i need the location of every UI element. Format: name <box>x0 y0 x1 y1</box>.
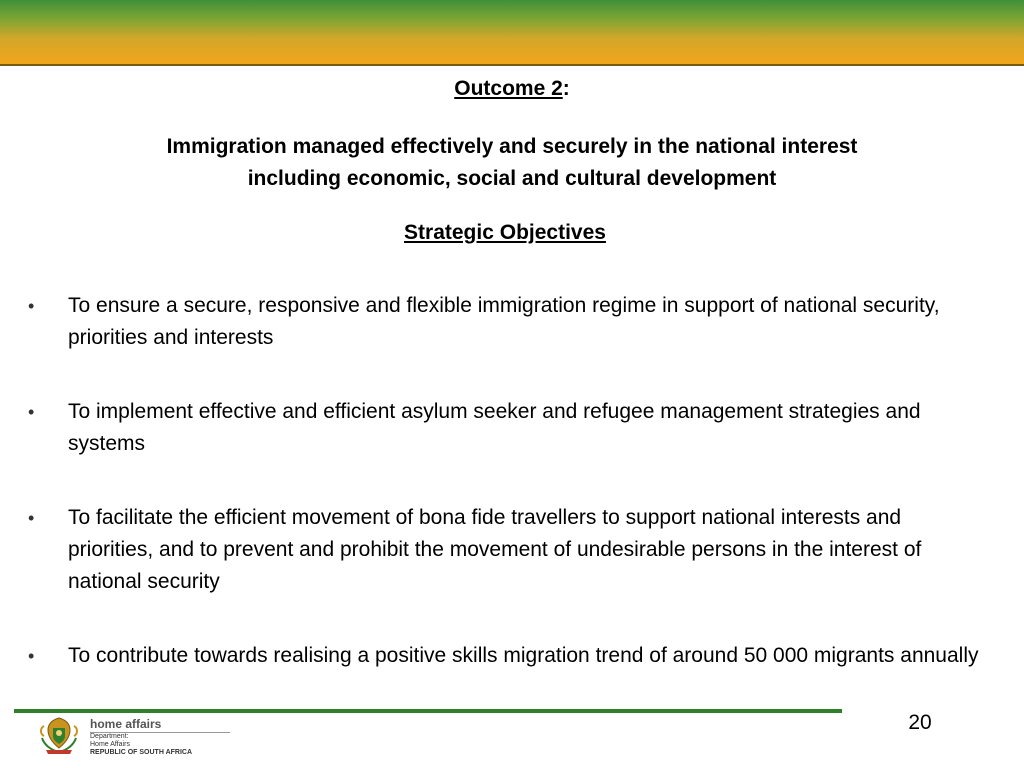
outcome-heading <box>0 76 1024 102</box>
objective-item <box>28 640 988 672</box>
objective-text: To contribute towards realising a positive skills migration trend of around 50 000 migrants annually <box>68 644 979 667</box>
objectives-list <box>28 290 988 714</box>
header-band <box>0 0 1024 66</box>
outcome-label-suffix: : <box>562 77 570 100</box>
outcome-statement-line-1: Immigration managed effectively and securely in the national interest <box>166 135 858 158</box>
page-number: 20 <box>908 711 932 734</box>
objective-item <box>28 502 988 598</box>
bullet-icon: • <box>28 646 35 666</box>
footer-rule <box>14 709 842 713</box>
outcome-statement-line-2: including economic, social and cultural development <box>247 167 777 190</box>
bullet-icon: • <box>28 402 35 422</box>
outcome-statement <box>40 131 984 195</box>
logo-department-name: Home Affairs <box>90 741 130 748</box>
objective-item <box>28 396 988 460</box>
logo-name: home affairs <box>90 718 230 733</box>
bullet-icon: • <box>28 296 35 316</box>
section-heading: Strategic Objectives <box>404 221 606 244</box>
logo-text <box>90 718 230 757</box>
objective-item <box>28 290 988 354</box>
coat-of-arms-icon <box>34 716 84 756</box>
bullet-icon: • <box>28 508 35 528</box>
logo-country: REPUBLIC OF SOUTH AFRICA <box>90 749 193 756</box>
logo-department: Department: <box>90 733 129 740</box>
objective-text: To implement effective and efficient asylum seeker and refugee management strategies and systems <box>68 400 921 455</box>
home-affairs-logo <box>34 716 234 756</box>
objective-text: To facilitate the efficient movement of bona fide travellers to support national interests and priorities, and to prevent and prohibit the movement of undesirable persons in the interest of national security <box>68 506 922 593</box>
objective-text: To ensure a secure, responsive and flexible immigration regime in support of national security, priorities and interests <box>68 294 940 349</box>
outcome-label: Outcome 2 <box>454 77 563 100</box>
